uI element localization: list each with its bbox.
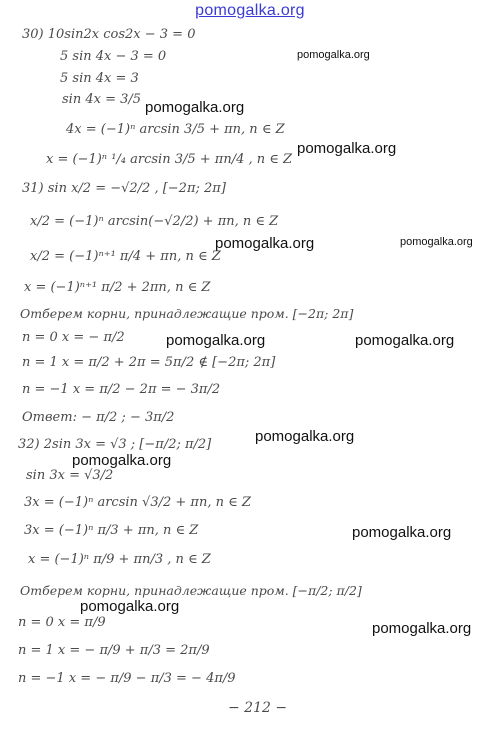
line-30-step4: 4x = (−1)ⁿ arcsin 3/5 + πn, n ∈ Z — [66, 122, 285, 137]
line-32-step4: x = (−1)ⁿ π/9 + πn/3 , n ∈ Z — [28, 552, 211, 567]
line-32-nminus1: n = −1 x = − π/9 − π/3 = − 4π/9 — [18, 671, 236, 686]
watermark: pomogalka.org — [352, 524, 452, 541]
watermark: pomogalka.org — [255, 428, 355, 445]
line-31-select: Отберем корни, принадлежащие пром. [−2π; 2π] — [20, 306, 354, 321]
page-number: − 212 − — [228, 700, 288, 716]
watermark: pomogalka.org — [297, 49, 370, 61]
watermark: pomogalka.org — [80, 598, 180, 615]
line-30-statement: 30) 10sin2x cos2x − 3 = 0 — [22, 27, 196, 42]
line-31-step3: x = (−1)ⁿ⁺¹ π/2 + 2πn, n ∈ Z — [24, 280, 211, 295]
line-32-n1: n = 1 x = − π/9 + π/3 = 2π/9 — [18, 643, 210, 658]
watermark: pomogalka.org — [400, 236, 473, 248]
line-30-answer: x = (−1)ⁿ ¹/₄ arcsin 3/5 + πn/4 , n ∈ Z — [46, 152, 293, 167]
line-32-step3: 3x = (−1)ⁿ π/3 + πn, n ∈ Z — [24, 523, 199, 538]
line-30-step1: 5 sin 4x − 3 = 0 — [60, 49, 167, 64]
site-header[interactable]: pomogalka.org — [195, 2, 305, 19]
line-31-nminus1: n = −1 x = π/2 − 2π = − 3π/2 — [22, 382, 221, 397]
watermark: pomogalka.org — [297, 140, 397, 157]
line-30-step2: 5 sin 4x = 3 — [60, 71, 139, 86]
watermark: pomogalka.org — [145, 99, 245, 116]
line-32-n0: n = 0 x = π/9 — [18, 615, 106, 630]
line-32-statement: 32) 2sin 3x = √3 ; [−π/2; π/2] — [18, 437, 212, 452]
watermark: pomogalka.org — [215, 235, 315, 252]
watermark: pomogalka.org — [72, 452, 172, 469]
watermark: pomogalka.org — [166, 332, 266, 349]
line-31-statement: 31) sin x/2 = −√2/2 , [−2π; 2π] — [22, 181, 226, 196]
line-31-answer: Ответ: − π/2 ; − 3π/2 — [22, 410, 175, 425]
line-32-select: Отберем корни, принадлежащие пром. [−π/2; π/2] — [20, 583, 362, 598]
line-32-step2: 3x = (−1)ⁿ arcsin √3/2 + πn, n ∈ Z — [24, 495, 251, 510]
line-31-n0: n = 0 x = − π/2 — [22, 330, 125, 345]
watermark: pomogalka.org — [355, 332, 455, 349]
line-31-step2: x/2 = (−1)ⁿ⁺¹ π/4 + πn, n ∈ Z — [30, 249, 221, 264]
line-30-step3: sin 4x = 3/5 — [62, 92, 142, 107]
watermark: pomogalka.org — [372, 620, 472, 637]
line-31-step1: x/2 = (−1)ⁿ arcsin(−√2/2) + πn, n ∈ Z — [30, 214, 279, 229]
line-31-n1: n = 1 x = π/2 + 2π = 5π/2 ∉ [−2π; 2π] — [22, 355, 276, 370]
line-32-step1: sin 3x = √3/2 — [26, 468, 114, 483]
